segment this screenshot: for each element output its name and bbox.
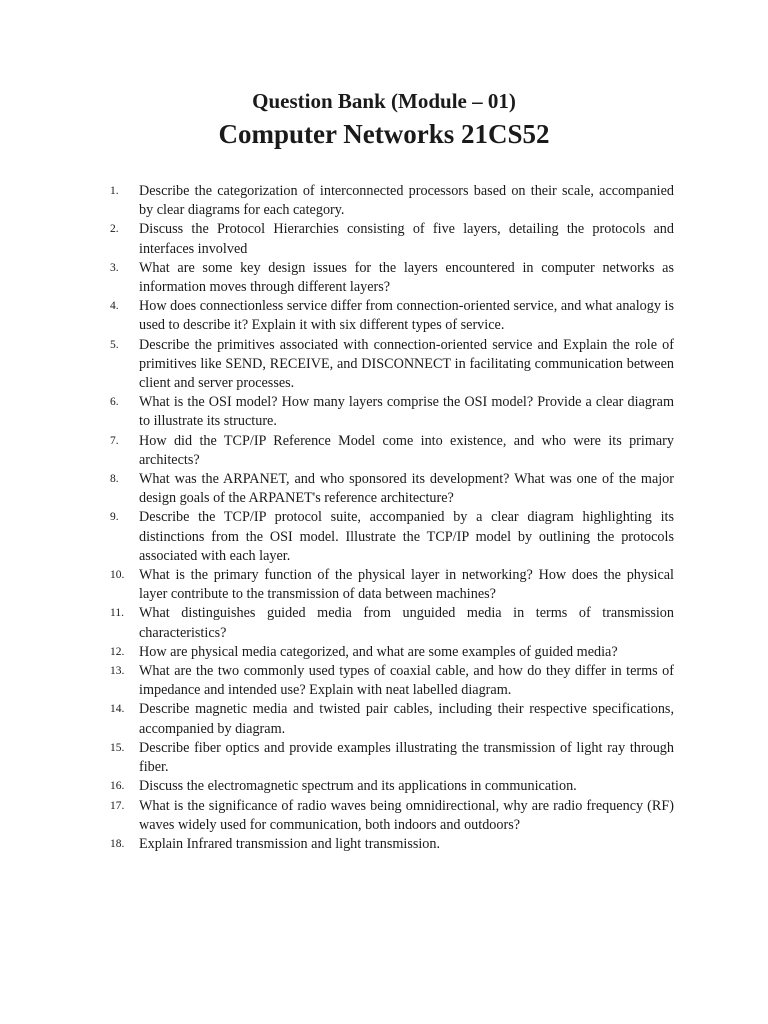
question-text: How does connectionless service differ from connection-oriented service, and what analogy is used to describe it? Explain it with six different types of service. [139, 298, 674, 334]
question-item [110, 777, 674, 796]
question-number: 3. [110, 261, 119, 274]
question-item [110, 297, 674, 335]
question-item [110, 739, 674, 777]
question-item [110, 604, 674, 642]
question-text: Describe the TCP/IP protocol suite, accompanied by a clear diagram highlighting its distinctions from the OSI model. Illustrate the TCP/IP model by outlining the protocols associated with each layer. [139, 509, 674, 564]
question-item [110, 643, 674, 662]
question-text: Discuss the electromagnetic spectrum and its applications in communication. [139, 778, 577, 795]
question-number: 12. [110, 645, 125, 658]
question-text: How did the TCP/IP Reference Model come into existence, and who were its primary architects? [139, 432, 674, 468]
question-number: 9. [110, 511, 119, 524]
question-number: 15. [110, 741, 125, 754]
question-item [110, 470, 674, 508]
question-text: Explain Infrared transmission and light transmission. [139, 835, 441, 852]
question-item [110, 662, 674, 700]
question-number: 6. [110, 396, 119, 409]
question-text: Describe magnetic media and twisted pair cables, including their respective specifications, accompanied by diagram. [139, 701, 674, 737]
question-item [110, 508, 674, 566]
question-text: Describe the categorization of interconnected processors based on their scale, accompanied by clear diagrams for each category. [139, 183, 674, 219]
question-item [110, 566, 674, 604]
question-number: 8. [110, 473, 119, 486]
question-number: 10. [110, 569, 125, 582]
question-number: 4. [110, 300, 119, 313]
question-number: 2. [110, 223, 119, 236]
question-number: 18. [110, 837, 125, 850]
question-number: 13. [110, 665, 125, 678]
document-subtitle: Question Bank (Module – 01) [252, 89, 516, 113]
question-item [110, 835, 674, 854]
question-number: 16. [110, 780, 125, 793]
question-number: 7. [110, 434, 119, 447]
question-item [110, 700, 674, 738]
question-text: Describe fiber optics and provide examples illustrating the transmission of light ray through fiber. [139, 739, 674, 776]
question-item [110, 182, 674, 220]
question-text: Discuss the Protocol Hierarchies consisting of five layers, detailing the protocols and interfaces involved [139, 221, 674, 257]
question-number: 5. [110, 338, 119, 351]
question-item [110, 259, 674, 297]
question-text: How are physical media categorized, and what are some examples of guided media? [139, 643, 618, 660]
question-text: What is the primary function of the physical layer in networking? How does the physical layer contribute to the transmission of data between machines? [139, 567, 674, 603]
question-text: What was the ARPANET, and who sponsored its development? What was one of the major design goals of the ARPANET's reference architecture? [139, 471, 674, 507]
question-item [110, 393, 674, 431]
question-text: What distinguishes guided media from unguided media in terms of transmission characteristics? [139, 605, 674, 641]
question-number: 14. [110, 703, 125, 716]
question-text: What are some key design issues for the layers encountered in computer networks as information moves through different layers? [139, 259, 674, 296]
question-item [110, 432, 674, 470]
question-item [110, 220, 674, 258]
question-text: What is the significance of radio waves being omnidirectional, why are radio frequency (RF) waves widely used for communication, both indoors and outdoors? [139, 797, 674, 833]
question-text: What are the two commonly used types of coaxial cable, and how do they differ in terms of impedance and intended use? Explain with neat labelled diagram. [139, 663, 674, 699]
question-text: What is the OSI model? How many layers comprise the OSI model? Provide a clear diagram to illustrate its structure. [139, 394, 674, 430]
document-title: Computer Networks 21CS52 [218, 119, 550, 149]
question-item [110, 336, 674, 394]
question-number: 17. [110, 799, 125, 812]
question-number: 1. [110, 185, 119, 197]
question-item [110, 797, 674, 835]
question-number: 11. [110, 607, 124, 620]
question-list [110, 182, 674, 854]
question-text: Describe the primitives associated with connection-oriented service and Explain the role of primitives like SEND, RECEIVE, and DISCONNECT in facilitating communication between client and server processes. [139, 336, 674, 392]
